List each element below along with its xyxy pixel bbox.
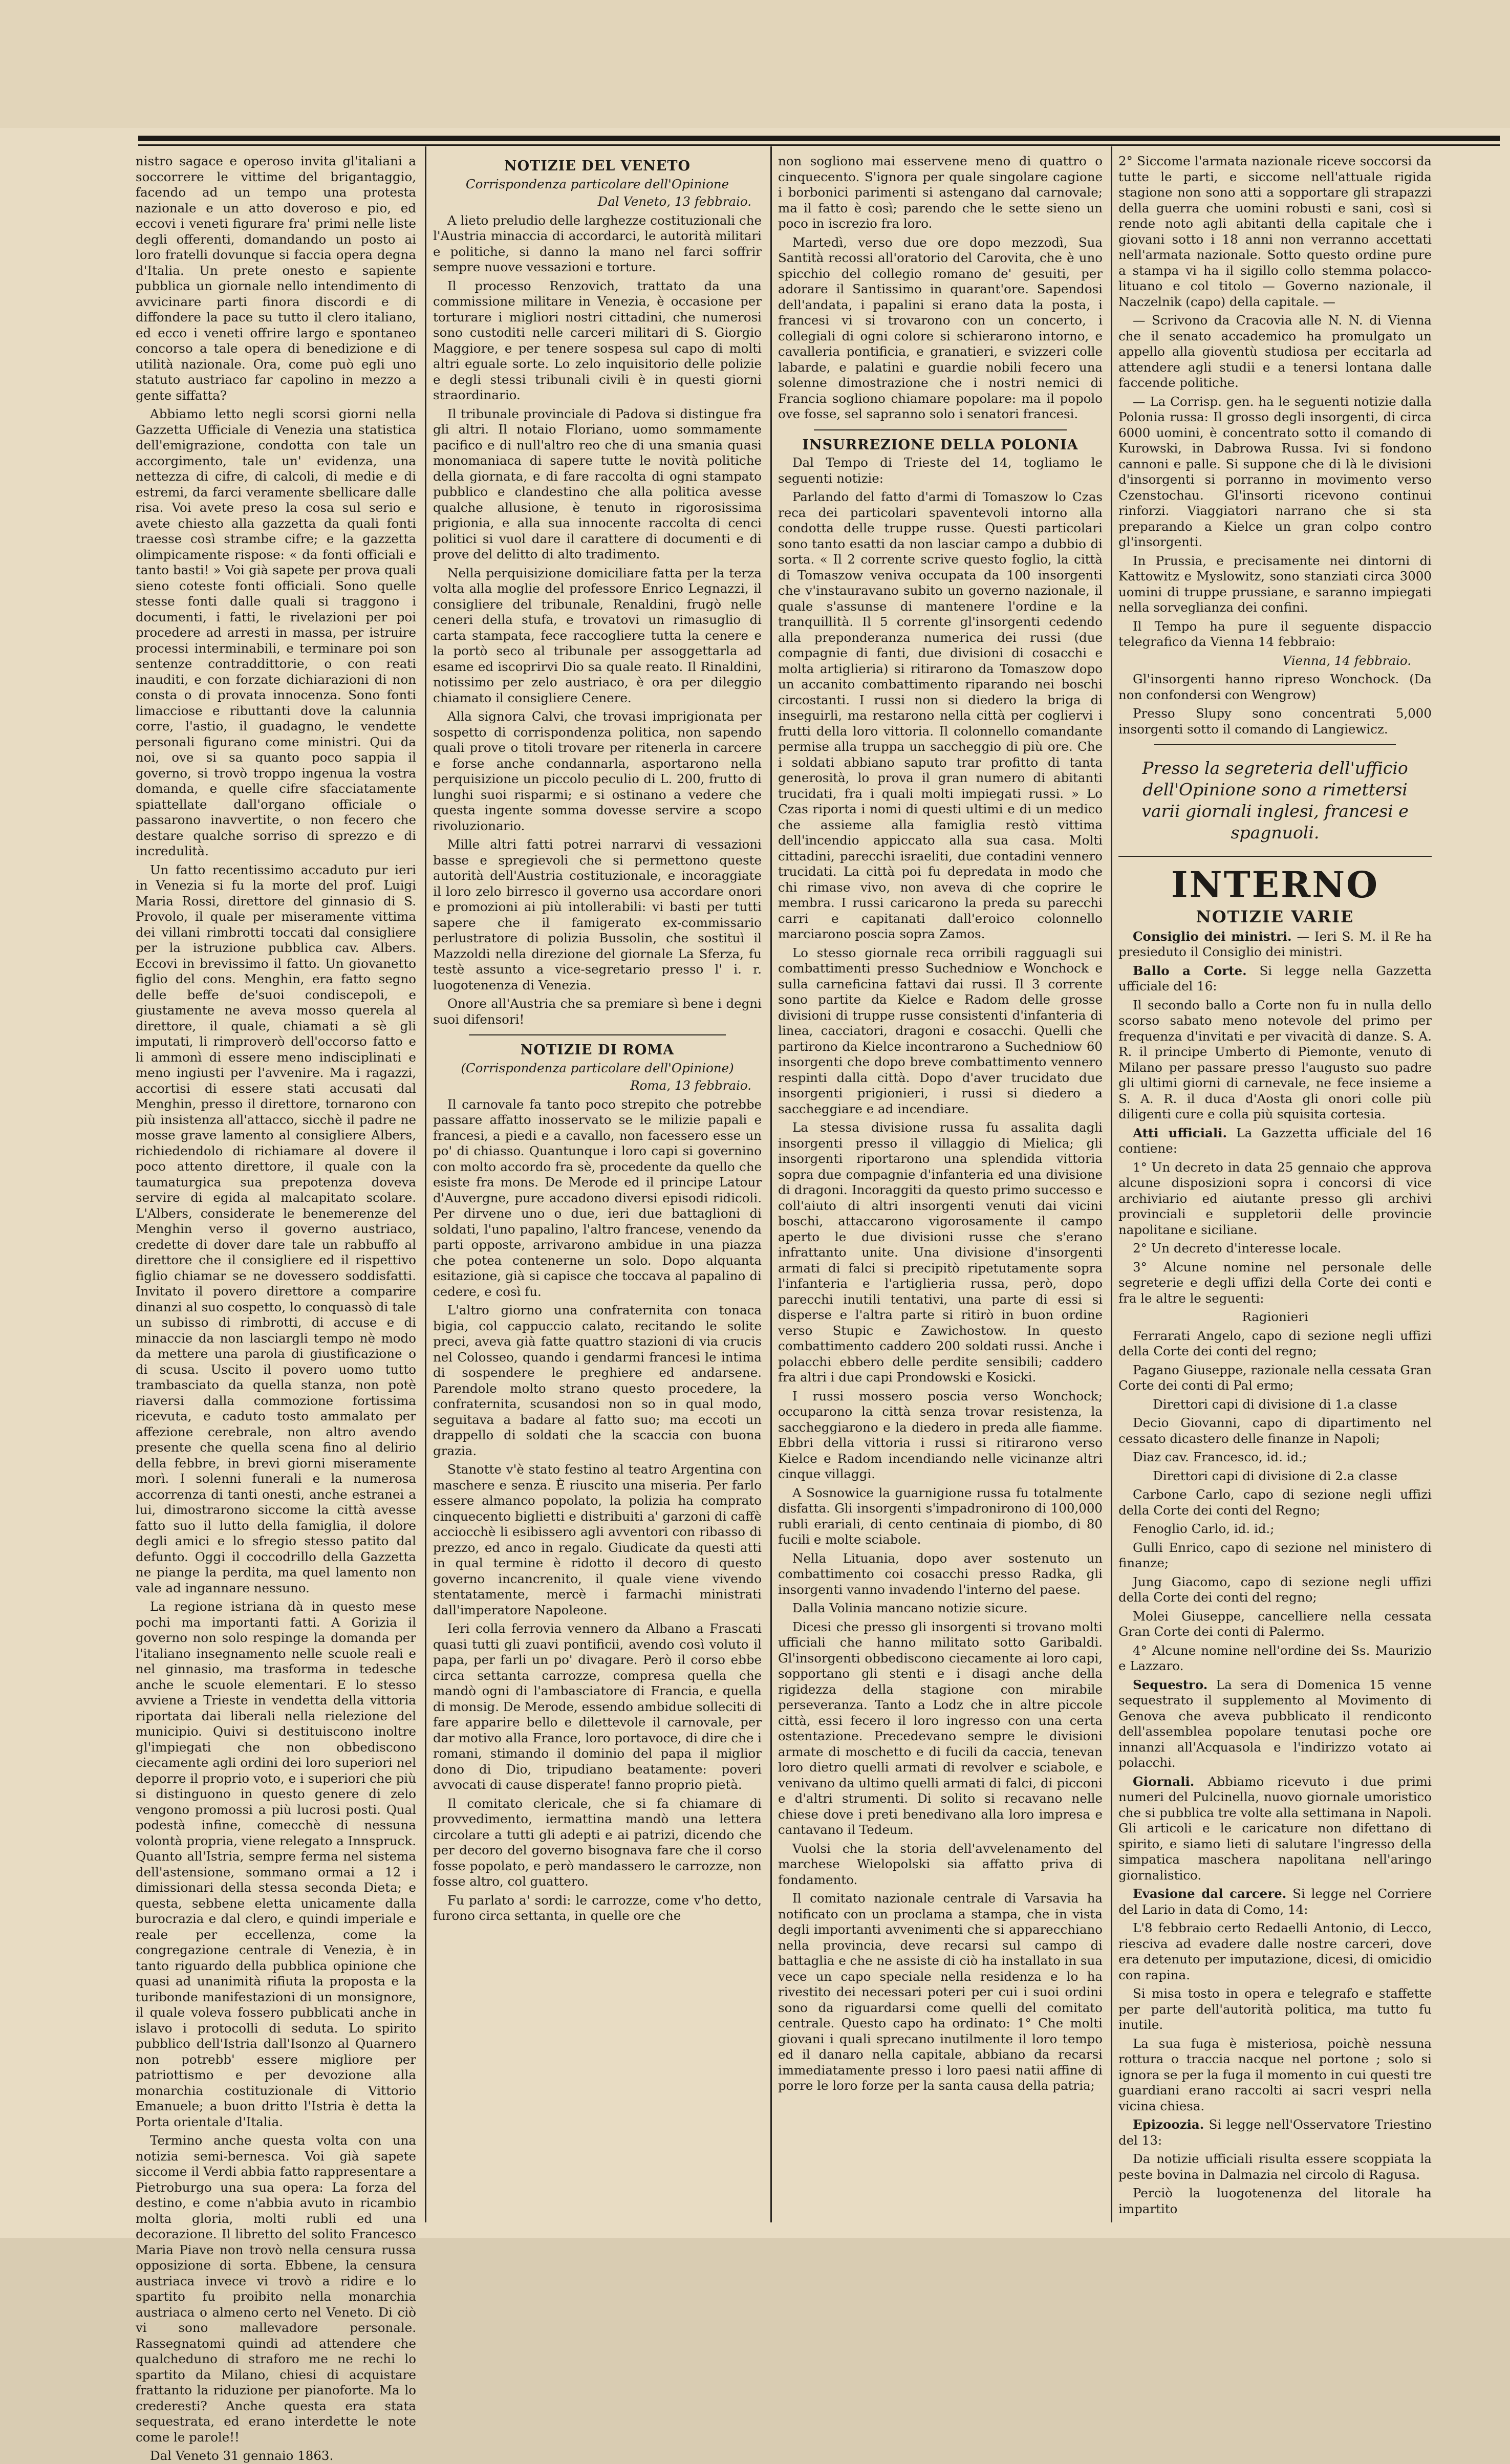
section-separator bbox=[814, 429, 1067, 430]
paragraph: Il carnovale fa tanto poco strepito che potrebbe passare affatto inosservato se le milizie papali e francesi, a piedi e a cavallo, non facessero esse un po' di chiasso. Quantunque i loro capi si governino con molto accordo fra sè, procedente da quello che esiste fra mons. De Merode ed il principe Latour d'Auvergne, pure accadono diversi episodi ridicoli. Per dirvene uno o due, ieri due battaglioni di soldati, l'uno papalino, l'altro francese, venendo da parti opposte, arrivarono ambidue in una piazza che potea contenerne un solo. Dopo alquanta esitazione, già si capisce che toccava al papalino di cedere, e così fu. bbox=[433, 1096, 762, 1299]
news-item bbox=[1118, 1774, 1432, 1884]
news-item-title: Consiglio dei ministri. bbox=[1133, 928, 1292, 944]
news-item-text: — Ieri S. M. il Re ha presieduto il Consiglio dei ministri. bbox=[1118, 928, 1432, 959]
paragraph: Vuolsi che la storia dell'avvelenamento del marchese Wielopolski sia affatto priva di fondamento. bbox=[778, 1841, 1103, 1887]
paragraph: A Sosnowice la guarnigione russa fu totalmente disfatta. Gli insorgenti s'impadronirono di 100,000 rubli erariali, di cento centinaia di piombo, di 80 fucili e molte sciabole. bbox=[778, 1485, 1103, 1547]
news-item-text: Si legge nel Corriere del Lario in data di Como, 14: bbox=[1118, 1886, 1432, 1917]
paragraph: Mille altri fatti potrei narrarvi di vessazioni basse e spregievoli che si permettono queste autorità dell'Austria costituzionale, e incoraggiate il loro zelo birresco il governo usa accordare onori e promozioni ai più intollerabili: vi basti per tutti sapere che il famigerato ex-commissario perlustratore di polizia Bussolin, che sostituì il Mazzoldi nella direzione del giornale La Sferza, fu testè assunto a vice-segretario presso l' i. r. luogotenenza di Venezia. bbox=[433, 837, 762, 992]
paragraph: Parlando del fatto d'armi di Tomaszow lo Czas reca dei particolari spaventevoli intorno alla condotta delle truppe russe. Questi particolari sono tanto esatti da non lasciar campo a dubbio di sorta. « Il 2 corrente scrive questo foglio, la città di Tomaszow veniva occupata da 100 insorgenti che v'instauravano subito un governo nazionale, il quale s'assunse di mantenere l'ordine e la tranquillità. Il 5 corrente gl'insorgenti cedendo alla preponderanza numerica dei russi (due compagnie di fanti, due divisioni di cosacchi e molta artiglieria) si ritirarono da Tomaszow dopo un accanito combattimento riparando nei boschi circostanti. I russi non si diedero la briga di inseguirli, ma restarono nella città per cogliervi i frutti della loro vittoria. Il colonnello comandante permise alla truppa un saccheggio di più ore. Che i soldati abbiano saputo trar profitto di tanta generosità, lo prova il gran numero di abitanti trucidati, fra i quali molti impiegati russi. » Lo Czas riporta i nomi di questi ultimi e di un medico che assieme alla famiglia restò vittima dell'incendio appiccato alla sua casa. Molti cittadini, parecchi israeliti, due contadini vennero trucidati. La città poi fu depredata in modo che chi rimase vivo, non aveva di che coprire le membra. I russi caricarono la preda su parecchi carri e capitanati dall'eroico colonnello marciarono poscia sopra Zamos. bbox=[778, 489, 1103, 941]
list-item: Diaz cav. Francesco, id. id.; bbox=[1133, 1450, 1307, 1464]
news-item-text: Abbiamo ricevuto i due primi numeri del Pulcinella, nuovo giornale umoristico che si pubblica tre volte alla settimana in Napoli. Gli articoli e le caricature non difettano di spirito, e siamo lieti di salutare l'ingresso della simpatica maschera napolitana nell'aringo giornalistico. bbox=[1118, 1774, 1432, 1883]
paragraph: Dalla Volinia mancano notizie sicure. bbox=[792, 1601, 1028, 1615]
list-item: Jung Giacomo, capo di sezione negli uffizi della Corte dei conti del regno; bbox=[1118, 1574, 1432, 1605]
paragraph: Stanotte v'è stato festino al teatro Argentina con maschere e senza. È riuscito una miseria. Per farlo essere almanco popolato, la polizia ha comprato cinquecento biglietti e distribuiti a' garzoni di caffè acciocchè li esibissero agli avventori con ribasso di prezzo, ed anco in regalo. Giudicate da questi atti in qual termine è ridotto il decoro di questo governo incancrenito, il quale viene vivendo stentatamente, mercè i farmachi ministrati dall'imperatore Napoleone. bbox=[433, 1462, 762, 1617]
paragraph: Onore all'Austria che sa premiare sì bene i degni suoi difensori! bbox=[433, 996, 762, 1027]
paragraph: Gl'insorgenti hanno ripreso Wonchock. (Da non confondersi con Wengrow) bbox=[1118, 672, 1432, 702]
paragraph: Presso Slupy sono concentrati 5,000 insorgenti sotto il comando di Langiewicz. bbox=[1118, 706, 1432, 737]
paragraph: Il comitato nazionale centrale di Varsavia ha notificato con un proclama a stampa, che in vista degli importanti avvenimenti che si apparecchiano nella provincia, deve recarsi sul campo di battaglia e che ne assiste di ciò ha installato in sua vece un capo speciale nella residenza e lo ha rivestito dei necessari poteri per cui i suoi ordini sono da riguardarsi come quelli del comitato centrale. Questo capo ha ordinato: 1° Che molti giovani i quali sprecano inutilmente il loro tempo ed il danaro nella capitale, abbiano da recarsi immediatamente presso i loro paesi natii affine di porre le loro forze per la santa causa della patria; bbox=[778, 1891, 1103, 2093]
section-title: INTERNO bbox=[1171, 863, 1379, 906]
paragraph: A lieto preludio delle larghezze costituzionali che l'Austria minaccia di accordarci, le autorità militari e politiche, si danno la mano nel farci soffrir sempre nuove vessazioni e torture. bbox=[433, 212, 762, 274]
paragraph: Un fatto recentissimo accaduto pur ieri in Venezia si fu la morte del prof. Luigi Maria Rossi, direttore del ginnasio di S. Provolo, il quale per miseramente vittima dei villani rimbrotti toccati dal consigliere per la istruzione pubblica cav. Albers. Eccovi in brevissimo il fatto. Un giovanetto figlio del cons. Menghin, era fatto segno delle beffe de'suoi condiscepoli, e giustamente ne aveva mosso querela al direttore, il quale, chiamati a sè gli imputati, li rimproverò dell'occorso fatto e li ammonì di essere meno indisciplinati e meno ingiusti per l'avvenire. Ma i ragazzi, accortisi di essere stati accusati dal Menghin, presso il direttore, tornarono con più insistenza all'attacco, sicchè il padre ne mosse grave lamento al consigliere Albers, richiedendolo di richiamare al dovere il poco attento direttore, il quale con la taumaturgica sua prepotenza doveva servire di egida al malcapitato scolare. L'Albers, considerate le benemerenze del Menghin verso il governo austriaco, credette di dover dare tale un rabbuffo al direttore che il consigliere ed il rispettivo figlio chiamar se ne dovessero soddisfatti. Invitato il povero direttore a comparire dinanzi al suo cospetto, lo conquassò di tale un subisso di rimbrotti, di accuse e di minaccie da non lasciargli tempo nè modo da mettere una parola di giustificazione o di scusa. Uscito il povero uomo tutto trambasciato da quella stanza, non potè riaversi dalla commozione fortissima ricevuta, e caduto tosto ammalato per affezione cerebrale, non altro avendo presente che quella scena fino al delirio della febbre, in brevi giorni miseramente morì. I solenni funerali e la numerosa accorrenza di tanti onesti, anche estranei a lui, dimostrarono siccome la città avesse fatto suo il lutto della famiglia, il dolore degli amici e lo sfregio stesso patito dal defunto. Oggi il coccodrillo della Gazzetta ne piange la perdita, ma quel lamento non vale ad ingannare nessuno. bbox=[136, 862, 416, 1595]
paragraph: — Scrivono da Cracovia alle N. N. di Vienna che il senato accademico ha promulgato un appello alla gioventù studiosa per eccitarla ad attendere agli studii e a tenersi lontana dalle faccende politiche. bbox=[1118, 313, 1432, 390]
paragraph: La sua fuga è misteriosa, poichè nessuna rottura o traccia nacque nel portone ; solo si ignora se per la fuga il momento in cui questi tre guardiani erano raccolti ai sacri vespri nella vicina chiesa. bbox=[1118, 2036, 1432, 2113]
section-separator bbox=[1118, 856, 1432, 857]
paragraph: nistro sagace e operoso invita gl'italiani a soccorrere le vittime del brigantaggio, facendo ad un tempo una protesta nazionale e un atto doveroso e pio, ed eccovi i veneti figurare fra' primi nelle liste degli offerenti, domandando un posto ai loro fratelli dovunque si faccia opera degna d'Italia. Un prete onesto e sapiente pubblica un giornale nello intendimento di avvicinare parti finora discordi e di diffondere la pace su tutto il clero italiano, ed ecco i veneti offrire largo e spontaneo concorso a tale opera di benedizione e di utilità nazionale. Ora, come può egli uno statuto austriaco far capolino in mezzo a gente siffatta? bbox=[136, 154, 416, 403]
paragraph: Nella perquisizione domiciliare fatta per la terza volta alla moglie del professore Enrico Legnazzi, il consigliere del tribunale, Renaldini, frugò nelle ceneri della stufa, e trovatovi un rimasuglio di carta stampata, fece raccogliere tutta la cenere e la portò seco al tribunale per assoggettarla ad esame ed iscoprirvi Dio sa quale reato. Il Rinaldini, notissimo per zelo austriaco, è ora per dileggio chiamato il consigliere Cenere. bbox=[433, 565, 762, 705]
paragraph: Lo stesso giornale reca orribili ragguagli sui combattimenti presso Suchedniow e Wonchock e sulla carneficina fattavi dai russi. Il 3 corrente sono partite da Kielce e Radom delle grosse divisioni di truppe russe consistenti d'infanteria di linea, cacciatori, dragoni e cosacchi. Quelli che partirono da Kielce incontrarono a Suchedniow 60 insorgenti che dopo breve combattimento vennero respinti dalla città. Dopo d'aver trucidato due insorgenti prigionieri, i russi si diedero a saccheggiare e ad incendiare. bbox=[778, 945, 1103, 1116]
list-item: Pagano Giuseppe, razionale nella cessata Gran Corte dei conti di Pal ermo; bbox=[1118, 1362, 1432, 1393]
news-item-text: Si legge nella Gazzetta ufficiale del 16: bbox=[1118, 963, 1432, 993]
list-heading: Ragionieri bbox=[1242, 1309, 1308, 1324]
news-item bbox=[1118, 1126, 1432, 1157]
news-item-text: La Gazzetta ufficiale del 16 contiene: bbox=[1118, 1125, 1432, 1156]
notice-box: Presso la segreteria dell'ufficio dell'Opinione sono a rimettersi varii giornali inglesi, francesi e spagnuoli. bbox=[1141, 758, 1409, 842]
paragraph: Martedì, verso due ore dopo mezzodì, Sua Santità recossi all'oratorio del Carovita, che è uno spicchio del collegio romano de' gesuiti, per adorare il Santissimo in quarant'ore. Sapendosi dell'andata, i papalini si erano data la posta, i francesi vi si trovarono con un concerto, i collegiali di ogni colore si schierarono intorno, e cavalleria pontificia, e granatieri, e svizzeri colle labarde, e palatini e guardie nobili fecero una solenne dimostrazione che i nostri nemici di Francia sogliono chiamare popolare: ma il popolo ove fosse, sel sapranno solo i senatori francesi. bbox=[778, 234, 1103, 421]
news-item-title: Evasione dal carcere. bbox=[1133, 1886, 1287, 1901]
paragraph: 3° Alcune nomine nel personale delle segreterie e degli uffizi della Corte dei conti e fra le altre le seguenti: bbox=[1118, 1259, 1432, 1306]
section-subheading: Corrispondenza particolare dell'Opinione bbox=[465, 176, 729, 191]
paragraph: Dal Tempo di Trieste del 14, togliamo le seguenti notizie: bbox=[778, 455, 1103, 486]
paragraph: Perciò la luogotenenza del litorale ha impartito bbox=[1118, 2186, 1432, 2216]
section-separator bbox=[469, 1034, 726, 1035]
paragraph: 2° Un decreto d'interesse locale. bbox=[1133, 1241, 1342, 1256]
paragraph: Alla signora Calvi, che trovasi imprigionata per sospetto di corrispondenza politica, non sapendo quali prove o titoli trovare per ritenerla in carcere e forse anche condannarla, asportarono nella perquisizione un piccolo peculio di L. 200, frutto di lunghi suoi risparmi; e si ostinano a vedere che questa ingente somma dovesse servire a scopo rivoluzionario. bbox=[433, 709, 762, 833]
news-item-text: Si legge nell'Osservatore Triestino del 13: bbox=[1118, 2117, 1432, 2148]
list-item: Molei Giuseppe, cancelliere nella cessata Gran Corte dei conti di Palermo. bbox=[1118, 1608, 1432, 1639]
news-item bbox=[1118, 2117, 1432, 2148]
column-divider bbox=[770, 146, 772, 2222]
paragraph: Il Tempo ha pure il seguente dispaccio telegrafico da Vienna 14 febbraio: bbox=[1118, 618, 1432, 649]
paragraph: L'8 febbraio certo Redaelli Antonio, di Lecco, riesciva ad evadere dalle nostre carceri, dove era detenuto per imputazione, dicesi, di omicidio con rapina. bbox=[1118, 1920, 1432, 1982]
paragraph: Il processo Renzovich, trattato da una commissione militare in Venezia, è occasione per torturare i migliori nostri cittadini, che numerosi sono custoditi nelle carceri militari di S. Giorgio Maggiore, e per tenere sospesa sul capo di molti altri eguale sorte. Lo zelo inquisitorio delle polizie e degli stessi tribunali civili è in questi giorni straordinario. bbox=[433, 278, 762, 402]
news-item bbox=[1118, 1677, 1432, 1771]
dateline: Dal Veneto, 13 febbraio. bbox=[597, 194, 751, 209]
paragraph: La stessa divisione russa fu assalita dagli insorgenti presso il villaggio di Mielica; gli insorgenti riportarono una splendida vittoria sopra due compagnie d'infanteria ed una divisione di dragoni. Incoraggiti da questo primo successo e coll'aiuto di altri insorgenti venuti dai vicini boschi, attaccarono vigorosamente il campo aperto le due divisioni russe che s'erano infrattanto unite. Una divisione d'insorgenti armati di falci si precipitò ripetutamente sopra l'infanteria e l'artiglieria russa, però, dopo parecchi inutili tentativi, una parte di essi si disperse e l'altra parte si ritirò in buon ordine verso Stupic e Zawichostow. In questo combattimento caddero 200 soldati russi. Anche i polacchi ebbero delle perdite sensibili; caddero fra altri i due capi Prondowski e Kosicki. bbox=[778, 1120, 1103, 1385]
section-separator bbox=[1154, 744, 1396, 745]
paragraph: 4° Alcune nomine nell'ordine dei Ss. Maurizio e Lazzaro. bbox=[1118, 1642, 1432, 1673]
paragraph: I russi mossero poscia verso Wonchock; occuparono la città senza trovar resistenza, la saccheggiarono e la diedero in preda alle fiamme. Ebbri della vittoria i russi si ritirarono verso Kielce e Radom incendiando nelle vicinanze altri cinque villaggi. bbox=[778, 1388, 1103, 1481]
paragraph: In Prussia, e precisamente nei dintorni di Kattowitz e Myslowitz, sono stanziati circa 3000 uomini di truppe prussiane, e saranno impiegati nella sorveglianza dei confini. bbox=[1118, 553, 1432, 615]
top-rule bbox=[138, 136, 1500, 141]
column-2 bbox=[433, 154, 762, 2221]
section-heading: NOTIZIE DEL VENETO bbox=[504, 158, 691, 174]
paragraph: Nella Lituania, dopo aver sostenuto un combattimento coi cosacchi presso Radka, gli insorgenti vanno invadendo l'interno del paese. bbox=[778, 1550, 1103, 1597]
dateline: Roma, 13 febbraio. bbox=[630, 1078, 751, 1093]
top-rule-thin bbox=[138, 144, 1500, 146]
news-item-title: Ballo a Corte. bbox=[1133, 963, 1247, 978]
list-item: Ferrarati Angelo, capo di sezione negli uffizi della Corte dei conti del regno; bbox=[1118, 1328, 1432, 1358]
column-divider bbox=[425, 146, 426, 2222]
dateline: Vienna, 14 febbraio. bbox=[1282, 653, 1411, 668]
news-item-title: Sequestro. bbox=[1133, 1677, 1208, 1692]
news-item-text: La sera di Domenica 15 venne sequestrato il supplemento al Movimento di Genova che aveva pubblicato il rendiconto dell'assemblea popolare tenutasi poche ore innanzi all'Acquasola e l'indirizzo votato ai polacchi. bbox=[1118, 1677, 1432, 1770]
list-item: Fenoglio Carlo, id. id.; bbox=[1133, 1521, 1275, 1536]
paragraph: Il tribunale provinciale di Padova si distingue fra gli altri. Il notaio Floriano, uomo sommamente pacifico e di null'altro reo che di una smania quasi monomaniaca di sapere tutte le novità politiche della giornata, e di fare raccolta di ogni stampato pubblico e clandestino che alla politica avesse qualche allusione, è tenuto in rigorosissima prigionia, e alla sua innocente raccolta di cenci politici si vuol dare il carattere di documenti e di prove del delitto di alto tradimento. bbox=[433, 406, 762, 561]
list-item: Gulli Enrico, capo di sezione nel ministero di finanze; bbox=[1118, 1540, 1432, 1570]
paragraph: Il secondo ballo a Corte non fu in nulla dello scorso sabato meno notevole del primo per frequenza d'invitati e per vivacità di danze. S. A. R. il principe Umberto di Piemonte, venuto di Milano per passare presso l'augusto suo padre gli ultimi giorni di carnevale, ne fece insieme a S. A. R. il duca d'Aosta gli onori colle più diligenti cure e colla più squisita cortesia. bbox=[1118, 997, 1432, 1121]
column-4 bbox=[1118, 154, 1432, 2221]
list-heading: Direttori capi di divisione di 2.a classe bbox=[1153, 1468, 1397, 1483]
news-item-title: Epizoozia. bbox=[1133, 2117, 1204, 2132]
column-divider bbox=[1111, 146, 1112, 2222]
list-item: Decio Giovanni, capo di dipartimento nel cessato dicastero delle finanze in Napoli; bbox=[1118, 1415, 1432, 1446]
dateline: Dal Veneto 31 gennaio 1863. bbox=[150, 2448, 334, 2463]
column-3 bbox=[778, 154, 1103, 2221]
news-item bbox=[1118, 929, 1432, 960]
list-item: Carbone Carlo, capo di sezione negli uffizi della Corte dei conti del Regno; bbox=[1118, 1487, 1432, 1518]
paragraph: L'altro giorno una confraternita con tonaca bigia, col cappuccio calato, recitando le solite preci, aveva già fatte quattro stazioni di via crucis nel Colosseo, quando i gendarmi francesi le intima di sospendere le preghiere ed andarsene. Parendole molto strano questo procedere, la confraternita, scusandosi non so in qual modo, seguitava a badare al fatto suo; ma eccoti un drappello di soldati che la scaccia con buona grazia. bbox=[433, 1303, 762, 1458]
paragraph: — La Corrisp. gen. ha le seguenti notizie dalla Polonia russa: Il grosso degli insorgenti, di circa 6000 uomini, è concentrato sotto il comando di Kurowski, in Dabrowa Russa. Ivi si fondono cannoni e palle. Si suppone che di là le divisioni d'insorgenti si porranno in movimento verso Czenstochau. Gl'insorti ricevono continui rinforzi. Viaggiatori narrano che si sta preparando a Kielce un gran colpo contro gl'insorgenti. bbox=[1118, 394, 1432, 549]
news-item bbox=[1118, 963, 1432, 995]
paragraph: non sogliono mai esservene meno di quattro o cinquecento. S'ignora per quale singolare cagione i borbonici parimenti si astengano dal carnovale; ma il fatto è così; parendo che le sette sieno un poco in iscrezio fra loro. bbox=[778, 154, 1103, 231]
paragraph: Dicesi che presso gli insorgenti si trovano molti ufficiali che hanno militato sotto Garibaldi. Gl'insorgenti obbediscono ciecamente ai loro capi, sopportano gli stenti e i disagi anche della rigidezza della stagione con mirabile perseveranza. Tanto a Lodz che in altre piccole città, essi fecero il loro ingresso con una certa ostentazione. Precedevano sempre le divisioni armate di moschetto e di fucili da caccia, tenevan loro dietro quelli armati di revolver e sciabole, e venivano da ultimo quelli armati di falci, di picconi e d'altri strumenti. Di solito si recavano nelle chiese dove i preti benedivano alla loro impresa e cantavano il Tedeum. bbox=[778, 1619, 1103, 1837]
paragraph: Si misa tosto in opera e telegrafo e staffette per parte dell'autorità politica, ma tutto fu inutile. bbox=[1118, 1986, 1432, 2032]
paragraph: Ieri colla ferrovia vennero da Albano a Frascati quasi tutti gli zuavi pontificii, avendo così voluto il papa, per farli un po' divagare. Però il corso ebbe circa settanta carrozze, compresa quella che mandò ogni di l'ambasciatore di Francia, e quella di monsig. De Merode, essendo ambidue solleciti di fare apparire bello e dilettevole il carnovale, per dar motivo alla France, loro portavoce, di dire che i romani, stimando il dominio del papa il miglior dono di Dio, tripudiano beatamente: poveri avvocati di cause disperate! fanno proprio pietà. bbox=[433, 1621, 762, 1792]
paragraph: 1° Un decreto in data 25 gennaio che approva alcune disposizioni sopra i concorsi di vice archiviario ed aiutante presso gli archivi provinciali e suppletorii delle provincie napolitane e siciliane. bbox=[1118, 1159, 1432, 1237]
paragraph: 2° Siccome l'armata nazionale riceve soccorsi da tutte le parti, e siccome nell'attuale rigida stagione non sono atti a sopportare gli strapazzi della guerra che uomini robusti e sani, così si rende noto agli abitanti della capitale che i giovani sotto i 18 anni non verranno accettati nell'armata nazionale. Sotto questo ordine pure a stampa vi ha il sigillo collo stemma polacco-lituano e col titolo — Governo nazionale, il Naczelnik (capo) della capitale. — bbox=[1118, 154, 1432, 309]
section-heading: INSURREZIONE DELLA POLONIA bbox=[802, 437, 1078, 453]
blank-top-margin bbox=[0, 0, 1510, 128]
news-item-title: Giornali. bbox=[1133, 1774, 1195, 1789]
paragraph: La regione istriana dà in questo mese pochi ma importanti fatti. A Gorizia il governo non solo respinge la domanda per l'italiano insegnamento nelle scuole reali e nel ginnasio, ma trasforma in tedesche anche le scuole elementari. E lo stesso avviene a Trieste in vendetta della vittoria riportata dai liberali nella rielezione del municipio. Quivi si destituiscono inoltre gl'impiegati che non obbediscono ciecamente agli ordini dei loro superiori nel deporre il proprio voto, e i superiori che più si distinguono in questo genere di zelo vengono promossi a più lucrosi posti. Qual podestà infine, comecchè di nessuna volontà propria, viene relegato a Innspruck. Quanto all'Istria, sempre ferma nel sistema dell'astensione, sommano ormai a 12 i dimissionari della stessa seconda Dieta; e questa, sebbene eletta unicamente dalla burocrazia e dal clero, e quindi imperiale e reale per eccellenza, come la congregazione centrale di Venezia, è in tanto riguardo della pubblica opinione che quasi ad unanimità rifiuta la proposta e la turibonde manifestazioni di un monsignore, il quale voleva fossero pubblicati anche in islavo i protocolli di seduta. Lo spirito pubblico dell'Istria dall'Isonzo al Quarnero non potrebb' essere migliore per patriottismo e per devozione alla monarchia costituzionale di Vittorio Emanuele; a buon dritto l'Istria è detta la Porta orientale d'Italia. bbox=[136, 1599, 416, 2129]
paragraph: Abbiamo letto negli scorsi giorni nella Gazzetta Ufficiale di Venezia una statistica dell'emigrazione, condotta con tale un accorgimento, tale un' evidenza, una nettezza di cifre, di calcoli, di medie e di estremi, da farci veramente sbellicare dalle risa. Voi avete preso la cosa sul serio e avete chiesto alla gazzetta da quali fonti traesse così strambe cifre; e la gazzetta olimpicamente rispose: « da fonti officiali e tanto basti! » Voi già sapete per prova quali sieno coteste fonti officiali. Sono quelle stesse fonti dalle quali si traggono i documenti, i fatti, le rivelazioni per poi procedere ad arresti in massa, per istruire processi interminabili, e terminare poi son sentenze contraddittorie, o con reati inauditi, e con forzate dichiarazioni di non consta o di provata innocenza. Sono fonti limacciose e ributtanti dove la calunnia corre, l'astio, il guadagno, le vendette personali figurano come ministri. Qui da noi, ove si sa quanto poco sappia il governo, si trovò troppo ingenua la vostra domanda, e quelle cifre sfacciatamente spiattellate dall'organo officiale o passarono inavvertite, o non fecero che destare qualche sorriso di sprezzo e di incredulità. bbox=[136, 406, 416, 858]
paragraph: Termino anche questa volta con una notizia semi-bernesca. Voi già sapete siccome il Verdi abbia fatto rappresentare a Pietroburgo una sua opera: La forza del destino, e come n'abbia avuto in ricambio molta gloria, molti rubli ed una decorazione. Il libretto del solito Francesco Maria Piave non trovò nella censura russa opposizione di sorta. Ebbene, la censura austriaca invece vi trovò a ridire e lo spartito fu proibito nella monarchia austriaca o almeno certo nel Veneto. Di ciò vi sono mallevadore personale. Rassegnatomi quindi ad attendere che qualcheduno di straforo me ne rechi lo spartito da Milano, chiesi di acquistare frattanto la riduzione per pianoforte. Ma lo crederesti? Anche questa era stata sequestrata, ed erano interdette le note come le parole!! bbox=[136, 2133, 416, 2445]
paragraph: Il comitato clericale, che si fa chiamare di provvedimento, iermattina mandò una lettera circolare a tutti gli adepti e ai patrizi, dicendo che per decoro del governo bisognava fare che il corso fosse popolato, e però mandassero le carrozze, non fosse altro, col guattero. bbox=[433, 1796, 762, 1889]
section-subtitle: NOTIZIE VARIE bbox=[1196, 907, 1354, 926]
section-heading: NOTIZIE DI ROMA bbox=[520, 1042, 675, 1058]
news-item bbox=[1118, 1886, 1432, 1917]
column-1 bbox=[136, 154, 416, 2463]
news-item-title: Atti ufficiali. bbox=[1133, 1125, 1227, 1140]
paragraph: Da notizie ufficiali risulta essere scoppiata la peste bovina in Dalmazia nel circolo di Ragusa. bbox=[1118, 2151, 1432, 2182]
paragraph: Fu parlato a' sordi: le carrozze, come v'ho detto, furono circa settanta, in quelle ore che bbox=[433, 1892, 762, 1923]
section-subheading: (Corrispondenza particolare dell'Opinione) bbox=[461, 1060, 734, 1075]
list-heading: Direttori capi di divisione di 1.a classe bbox=[1153, 1396, 1397, 1412]
